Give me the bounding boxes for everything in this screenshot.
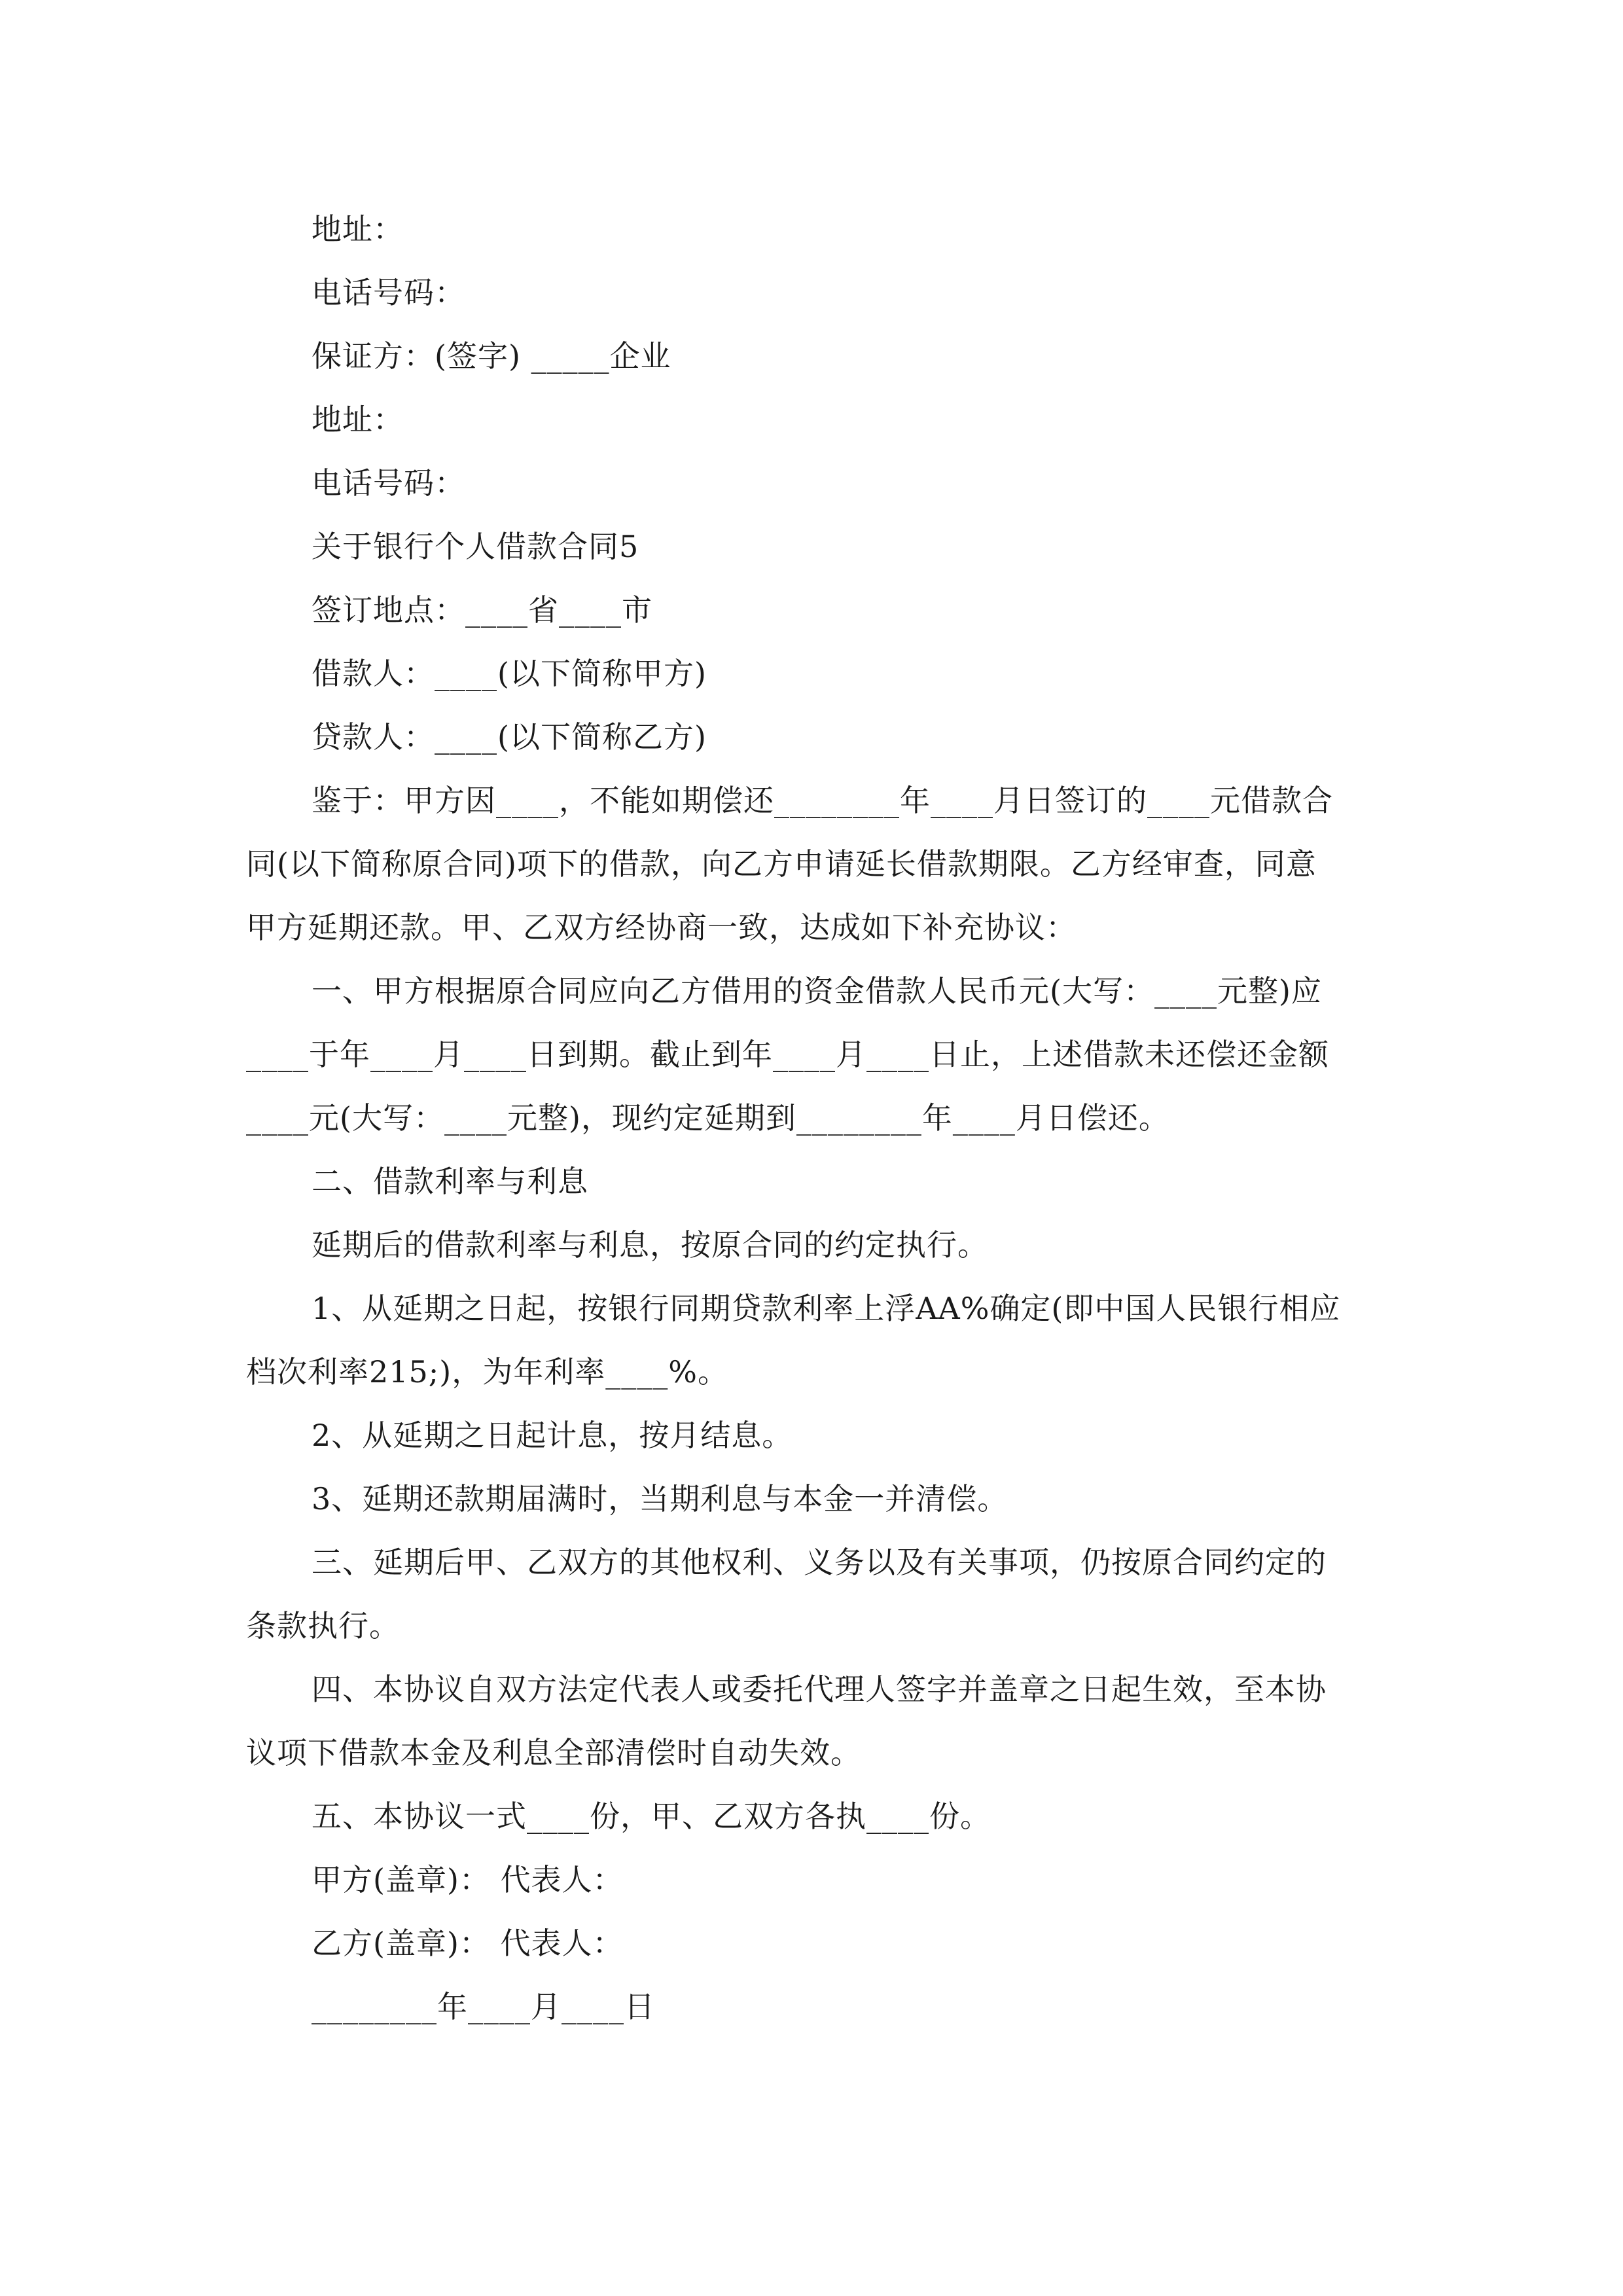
doc-line: 一、甲方根据原合同应向乙方借用的资金借款人民币元(大写：____元整)应 [312, 973, 1322, 1009]
document-body [246, 198, 1378, 2039]
doc-line: ____元(大写：____元整)，现约定延期到________年____月日偿还。 [246, 1100, 1169, 1136]
doc-line: ____于年____月____日到期。截止到年____月____日止，上述借款未还偿还金额 [246, 1037, 1329, 1072]
doc-line: 保证方：(签字) _____企业 [312, 338, 671, 374]
doc-line: 借款人：____(以下简称甲方) [312, 656, 707, 691]
doc-line: 贷款人：____(以下简称乙方) [312, 719, 707, 755]
signature-line-party-a: 甲方(盖章)： 代表人： [312, 1862, 624, 1897]
doc-line: 二、借款利率与利息 [312, 1164, 588, 1199]
doc-line: 电话号码： [312, 275, 465, 310]
doc-line: 档次利率215;)，为年利率____%。 [246, 1354, 728, 1390]
doc-line: 五、本协议一式____份，甲、乙双方各执____份。 [312, 1799, 991, 1834]
doc-line: 三、延期后甲、乙双方的其他权利、义务以及有关事项，仍按原合同约定的 [312, 1545, 1327, 1580]
doc-line: 签订地点：____省____市 [312, 592, 652, 628]
signature-line-party-b: 乙方(盖章)： 代表人： [312, 1926, 624, 1961]
section-title: 关于银行个人借款合同5 [312, 529, 639, 564]
doc-line: 地址： [312, 402, 404, 437]
doc-line: 甲方延期还款。甲、乙双方经协商一致，达成如下补充协议： [246, 910, 1077, 945]
doc-line: 鉴于：甲方因____，不能如期偿还________年____月日签订的____元借款合 [312, 783, 1333, 818]
doc-line: 议项下借款本金及利息全部清偿时自动失效。 [246, 1735, 861, 1770]
doc-line: 同(以下简称原合同)项下的借款，向乙方申请延长借款期限。乙方经审查，同意 [246, 846, 1317, 882]
doc-line: 2、从延期之日起计息，按月结息。 [312, 1418, 793, 1453]
date-line: ________年____月____日 [312, 1989, 655, 2024]
doc-line: 电话号码： [312, 465, 465, 501]
doc-line: 条款执行。 [246, 1608, 400, 1643]
doc-line: 延期后的借款利率与利息，按原合同的约定执行。 [312, 1227, 988, 1263]
doc-line: 1、从延期之日起，按银行同期贷款利率上浮AA%确定(即中国人民银行相应 [312, 1291, 1341, 1326]
doc-line: 3、延期还款期届满时，当期利息与本金一并清偿。 [312, 1481, 1008, 1516]
doc-line: 四、本协议自双方法定代表人或委托代理人签字并盖章之日起生效，至本协 [312, 1672, 1327, 1707]
doc-line: 地址： [312, 211, 404, 247]
